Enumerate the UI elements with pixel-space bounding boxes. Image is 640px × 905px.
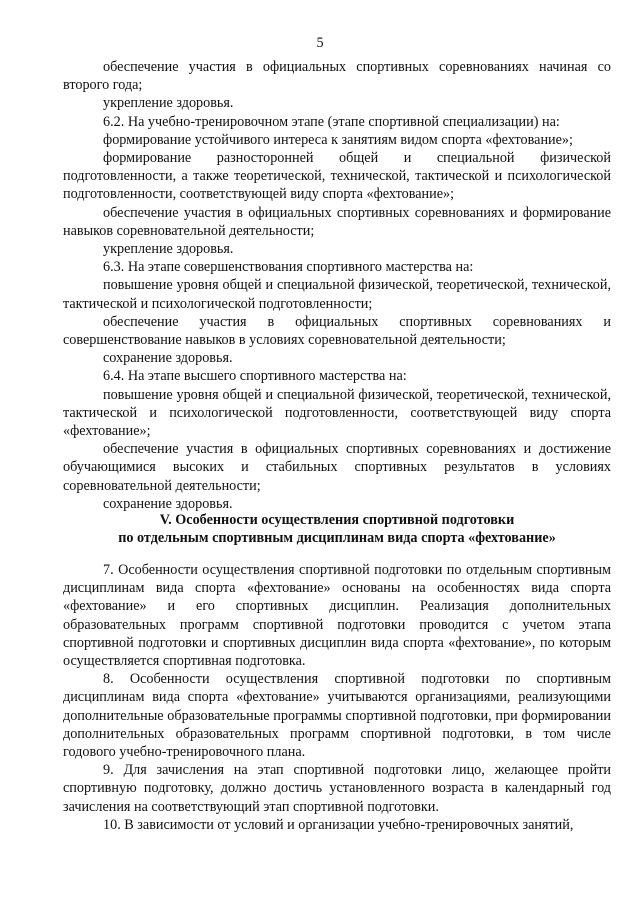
paragraph: обеспечение участия в официальных спортивных соревнованиях и формирование навыков соревновательной деятельности; <box>63 204 611 239</box>
paragraph: формирование разносторонней общей и специальной физической подготовленности, а также теоретической, технической, тактической и психологической подготовленности, соответствующей виду спорта «фехтование»; <box>63 150 611 203</box>
paragraph: 8. Особенности осуществления спортивной подготовки по спортивным дисциплинам вида спорта «фехтование» учитываются организациями, реализующими дополнительные образовательные программы спортивной подготовки, при формировании дополнительных образовательных программ спортивной подготовки, в том числе годового учебно-тренировочного плана. <box>63 671 611 761</box>
paragraph: укрепление здоровья. <box>103 95 234 112</box>
section-goals <box>63 58 611 513</box>
paragraph: сохранение здоровья. <box>103 350 233 367</box>
paragraph: 9. Для зачисления на этап спортивной подготовки лицо, желающее пройти спортивную подготовку, должно достичь установленного возраста в календарный год зачисления на соответствующий этап спортивной подготовки. <box>63 762 611 815</box>
paragraph: сохранение здоровья. <box>103 495 233 512</box>
paragraph: укрепление здоровья. <box>103 241 234 258</box>
paragraph: 6.3. На этапе совершенствования спортивного мастерства на: <box>103 259 474 276</box>
paragraph: обеспечение участия в официальных спортивных соревнованиях начиная со второго года; <box>63 59 611 94</box>
paragraph: 10. В зависимости от условий и организации учебно-тренировочных занятий, <box>103 816 574 833</box>
paragraph: повышение уровня общей и специальной физической, теоретической, технической, тактической и психологической подготовленности; <box>63 277 611 312</box>
section-features <box>63 561 611 834</box>
section-heading <box>63 511 611 547</box>
paragraph: формирование устойчивого интереса к занятиям видом спорта «фехтование»; <box>103 131 573 148</box>
paragraph: обеспечение участия в официальных спортивных соревнованиях и совершенствование навыков в условиях соревновательной деятельности; <box>63 313 611 349</box>
page-number: 5 <box>316 35 324 51</box>
heading-line-1: V. Особенности осуществления спортивной подготовки <box>159 512 515 528</box>
heading-line-2: по отдельным спортивным дисциплинам вида спорта «фехтование» <box>118 530 556 547</box>
paragraph: повышение уровня общей и специальной физической, теоретической, технической, тактической и психологической подготовленности, соответствующей виду спорта «фехтование»; <box>63 386 611 440</box>
paragraph: 6.4. На этапе высшего спортивного мастерства на: <box>103 368 407 385</box>
paragraph: 6.2. На учебно-тренировочном этапе (этапе спортивной специализации) на: <box>103 113 560 130</box>
paragraph: 7. Особенности осуществления спортивной подготовки по отдельным спортивным дисциплинам вида спорта «фехтование» основаны на особенностях вида спорта «фехтование» и его спортивных дисциплин. Реализация дополнительных образовательных программ спортивной подготовки проводится с учетом этапа спортивной подготовки и спортивных дисциплин вида спорта «фехтование», по которым осуществляется спортивная подготовка. <box>63 562 611 670</box>
paragraph: обеспечение участия в официальных спортивных соревнованиях и достижение обучающимися высоких и стабильных спортивных результатов в условиях соревновательной деятельности; <box>63 441 611 494</box>
